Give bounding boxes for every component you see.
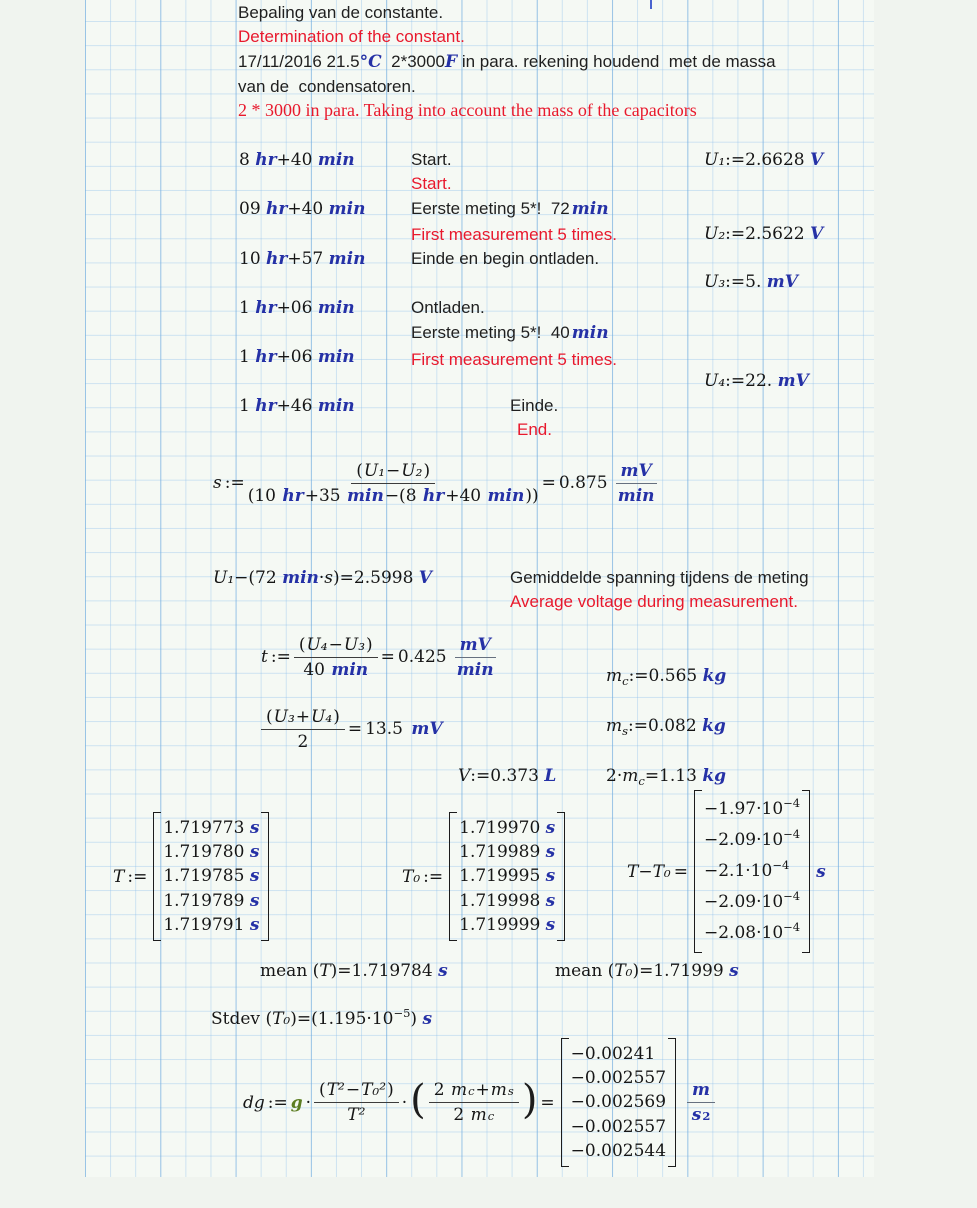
matrix-T0[interactable]: T₀ := 1.719970 s 1.719989 s 1.719995 s 1.719998 s 1.719999 s bbox=[402, 812, 568, 941]
note-nl-line2[interactable] bbox=[238, 77, 416, 97]
millivolt-unit: mV bbox=[777, 371, 809, 391]
min-unit: min bbox=[317, 396, 355, 416]
formula-mean-T[interactable]: mean (T)=1.719784 s bbox=[260, 961, 448, 981]
time-6[interactable]: 1 hr+46 min bbox=[239, 396, 355, 416]
hr-unit: hr bbox=[255, 298, 277, 318]
date-conditions-line[interactable] bbox=[238, 52, 776, 72]
kg-unit: kg bbox=[702, 666, 727, 686]
second-unit: s bbox=[729, 961, 739, 981]
unit-fraction: $\frac{mV}{\min}$ bbox=[616, 461, 657, 506]
matrix-bracket: 1.719970 s 1.719989 s 1.719995 s 1.719998 s 1.719999 s bbox=[449, 812, 565, 941]
kg-unit: kg bbox=[702, 716, 726, 736]
farad-unit: F bbox=[445, 52, 458, 72]
matrix-T[interactable]: T := 1.719773 s 1.719780 s 1.719785 s 1.719789 s 1.719791 s bbox=[113, 812, 272, 941]
celsius-unit: °C bbox=[359, 52, 382, 72]
second-unit: s bbox=[816, 861, 826, 882]
matrix-bracket: $-1.97\cdot 10^{-4}$ $-2.09\cdot 10^{-4}$ $-2.1\cdot 10^{-4}$ $-2.09\cdot 10^{-4}$ $-2.08\cdot 10^{-4}$ bbox=[694, 790, 810, 953]
event-endbegin[interactable]: Einde en begin ontladen. bbox=[411, 249, 600, 268]
note-nl-text: in para. rekening houdend met de massa bbox=[457, 52, 776, 71]
time-4[interactable]: 1 hr+06 min bbox=[239, 298, 355, 318]
min-unit: min bbox=[571, 323, 609, 343]
avg-note-nl[interactable]: Gemiddelde spanning tijdens de meting bbox=[510, 568, 809, 587]
formula-mean-T0[interactable]: mean (T₀)=1.71999 s bbox=[555, 961, 739, 981]
def-U3[interactable]: U₃:=5. mV bbox=[704, 272, 798, 292]
kg-unit: kg bbox=[702, 766, 726, 786]
second-unit: s bbox=[422, 1009, 433, 1029]
min-unit: min bbox=[317, 298, 355, 318]
formula-dg[interactable]: dg := g · ( T² − T₀² ) T² · ( 2 m c + m s 2 m c ) = −0.00241 −0.002557 −0.002569 −0.002557 −0.002544 m s 2 bbox=[243, 1038, 715, 1167]
fraction: ( U₁ − U₂ ) (10 hr +35 min −(8 hr +40 min )) bbox=[247, 460, 539, 506]
event-einde[interactable]: Einde. bbox=[510, 396, 559, 415]
min-unit: min bbox=[571, 199, 609, 219]
time-5[interactable]: 1 hr+06 min bbox=[239, 347, 355, 367]
millivolt-unit: mV bbox=[766, 272, 798, 292]
formula-stdev-T0[interactable]: Stdev $(T_0)=(1.195\cdot 10^{-5})$ s bbox=[211, 1006, 433, 1029]
formula-s[interactable]: s := ( U₁ − U₂ ) (10 hr +35 min −(8 hr +40 min )) = 0.875 $\frac{mV}{\min}$ bbox=[213, 452, 657, 514]
def-U2[interactable]: U₂:=2.5622 V bbox=[704, 224, 824, 244]
event-meting1[interactable]: Eerste meting 5*! 72 min bbox=[411, 199, 609, 219]
formula-t[interactable]: t := ( U₄ − U₃ ) 40 min = 0.425 $\frac{mV}{\min}$ bbox=[261, 628, 496, 686]
title-en-text: Determination of the constant. bbox=[238, 27, 465, 46]
fraction: ( U₃ + U₄ ) 2 bbox=[261, 707, 345, 752]
capacitance-text: 2*3000 bbox=[381, 52, 446, 71]
matrix-bracket: 1.719773 s 1.719780 s 1.719785 s 1.719789 s 1.719791 s bbox=[153, 812, 269, 941]
volt-unit: V bbox=[810, 150, 824, 170]
event-meting2[interactable]: Eerste meting 5*! 40 min bbox=[411, 323, 609, 343]
cursor-tick bbox=[650, 0, 652, 9]
avg-note-en[interactable]: Average voltage during measurement. bbox=[510, 592, 798, 611]
fraction: ( U₄ − U₃ ) 40 min bbox=[294, 635, 378, 680]
hr-unit: hr bbox=[255, 396, 277, 416]
def-volume[interactable]: V:=0.373 L bbox=[458, 766, 557, 786]
second-unit: s bbox=[438, 961, 448, 981]
title-nl[interactable] bbox=[238, 3, 443, 23]
title-en[interactable] bbox=[238, 27, 465, 47]
liter-unit: L bbox=[544, 766, 557, 786]
left-paren: ( bbox=[410, 1077, 426, 1123]
event-end-en[interactable]: End. bbox=[517, 420, 552, 439]
gravity-constant: g bbox=[290, 1092, 303, 1113]
time-3[interactable]: 10 hr+57 min bbox=[239, 249, 366, 269]
right-paren: ) bbox=[521, 1077, 538, 1123]
volt-unit: V bbox=[418, 568, 432, 588]
unit-fraction: $\frac{mV}{\min}$ bbox=[455, 635, 496, 680]
hr-unit: hr bbox=[255, 347, 277, 367]
millivolt-unit: mV bbox=[411, 719, 443, 739]
matrix-bracket: −0.00241 −0.002557 −0.002569 −0.002557 −0.002544 bbox=[561, 1038, 676, 1167]
event-ontladen[interactable]: Ontladen. bbox=[411, 298, 485, 317]
def-U4[interactable]: U₄:=22. mV bbox=[704, 371, 809, 391]
note-nl-line2-text: van de condensatoren. bbox=[238, 77, 416, 96]
formula-2mc[interactable]: $2\cdot m_c=1.13$ kg bbox=[606, 766, 726, 788]
min-unit: min bbox=[328, 249, 366, 269]
note-en[interactable] bbox=[238, 100, 697, 121]
formula-avg-u[interactable]: ( U₃ + U₄ ) 2 = 13.5 mV bbox=[261, 700, 443, 758]
formula-avg-voltage[interactable]: U₁−(72 min·s)=2.5998 V bbox=[213, 568, 432, 588]
event-start-en[interactable]: Start. bbox=[411, 174, 452, 193]
min-unit: min bbox=[317, 150, 355, 170]
title-nl-text: Bepaling van de constante. bbox=[238, 3, 444, 22]
def-U1[interactable]: U₁:=2.6628 V bbox=[704, 150, 824, 170]
event-meting2-en[interactable]: First measurement 5 times. bbox=[411, 350, 617, 369]
time-1[interactable]: 8 hr+40 min bbox=[239, 150, 355, 170]
min-unit: min bbox=[328, 199, 366, 219]
event-meting1-en[interactable]: First measurement 5 times. bbox=[411, 225, 617, 244]
note-en-text: 2 * 3000 in para. Taking into account the mass of the capacitors bbox=[238, 100, 697, 120]
worksheet-grid bbox=[85, 0, 874, 1177]
date-text: 17/11/2016 21.5 bbox=[238, 52, 360, 71]
hr-unit: hr bbox=[266, 249, 288, 269]
def-ms[interactable]: $m_s:=0.082$ kg bbox=[606, 716, 726, 738]
unit-fraction: m s 2 bbox=[687, 1080, 715, 1125]
volt-unit: V bbox=[810, 224, 824, 244]
hr-unit: hr bbox=[255, 150, 277, 170]
matrix-T-minus-T0[interactable]: T−T₀ = $-1.97\cdot 10^{-4}$ $-2.09\cdot 10^{-4}$ $-2.1\cdot 10^{-4}$ $-2.09\cdot 10^{-4}$ $-2.08\cdot 10^{-4}$ s bbox=[627, 790, 826, 953]
event-start-nl[interactable]: Start. bbox=[411, 150, 452, 169]
hr-unit: hr bbox=[266, 199, 288, 219]
fraction: ( T² − T₀² ) T² bbox=[314, 1080, 399, 1125]
fraction: 2 m c + m s 2 m c bbox=[429, 1080, 519, 1125]
time-2[interactable]: 09 hr+40 min bbox=[239, 199, 366, 219]
def-mc[interactable]: $m_c:=0.565$ kg bbox=[606, 666, 727, 688]
min-unit: min bbox=[317, 347, 355, 367]
